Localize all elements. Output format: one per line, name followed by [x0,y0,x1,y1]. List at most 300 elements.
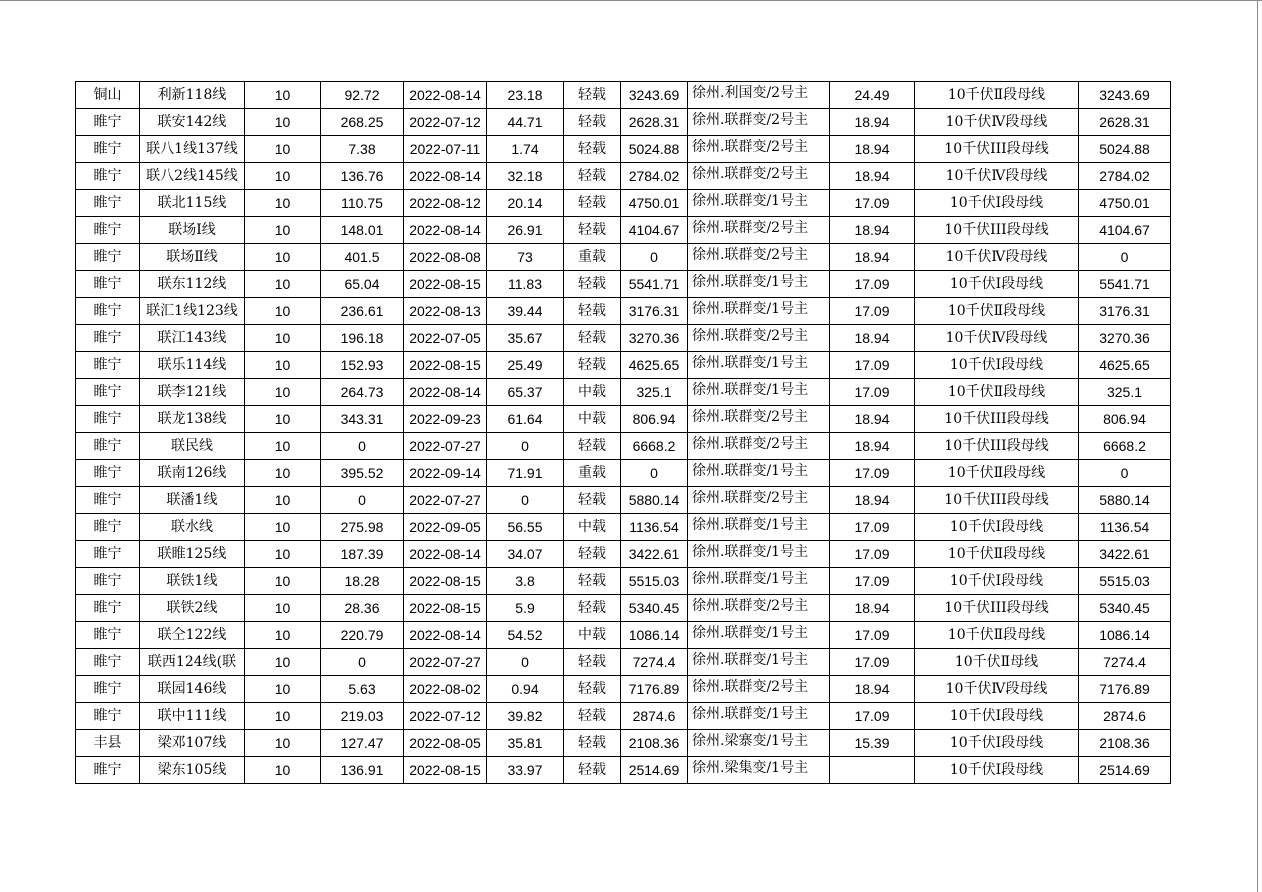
cell-capacity: 17.09 [830,541,915,568]
table-row [76,325,1171,352]
cell-voltage: 10 [245,541,321,568]
cell-margin-repeat: 2628.31 [1079,109,1171,136]
cell-margin: 4104.67 [621,217,688,244]
cell-county: 丰县 [76,730,140,757]
cell-county: 睢宁 [76,406,140,433]
cell-capacity: 17.09 [830,271,915,298]
cell-voltage: 10 [245,406,321,433]
cell-value: 395.52 [321,460,404,487]
cell-date: 2022-07-12 [404,109,487,136]
cell-line: 梁东105线 [140,757,245,784]
cell-busbar: 10千伏Ⅳ段母线 [915,163,1079,190]
cell-value: 0 [321,649,404,676]
cell-county: 睢宁 [76,460,140,487]
cell-margin-repeat: 6668.2 [1079,433,1171,460]
cell-busbar: 10千伏Ⅳ段母线 [915,325,1079,352]
cell-substation: 徐州.联群变/1号主 [688,541,830,568]
cell-capacity: 18.94 [830,217,915,244]
cell-county: 睢宁 [76,325,140,352]
cell-margin: 806.94 [621,406,688,433]
cell-rate: 23.18 [487,82,564,109]
cell-margin-repeat: 3176.31 [1079,298,1171,325]
cell-county: 睢宁 [76,298,140,325]
table-row [76,244,1171,271]
cell-margin: 7274.4 [621,649,688,676]
cell-load-status: 轻载 [564,595,621,622]
cell-rate: 44.71 [487,109,564,136]
cell-date: 2022-07-11 [404,136,487,163]
cell-value: 275.98 [321,514,404,541]
cell-load-status: 中载 [564,406,621,433]
cell-county: 睢宁 [76,757,140,784]
cell-substation: 徐州.联群变/1号主 [688,352,830,379]
cell-rate: 56.55 [487,514,564,541]
cell-busbar: 10千伏III段母线 [915,433,1079,460]
cell-voltage: 10 [245,622,321,649]
cell-load-status: 轻载 [564,730,621,757]
cell-load-status: 轻载 [564,352,621,379]
cell-busbar: 10千伏Ⅱ段母线 [915,379,1079,406]
table-row [76,757,1171,784]
page-top-edge [0,0,1262,1]
cell-busbar: 10千伏Ⅰ段母线 [915,730,1079,757]
cell-capacity: 18.94 [830,433,915,460]
cell-busbar: 10千伏Ⅱ段母线 [915,622,1079,649]
cell-busbar: 10千伏Ⅳ段母线 [915,244,1079,271]
cell-date: 2022-08-14 [404,379,487,406]
cell-margin: 5024.88 [621,136,688,163]
table-row [76,487,1171,514]
cell-value: 65.04 [321,271,404,298]
cell-substation: 徐州.联群变/2号主 [688,487,830,514]
cell-substation: 徐州.联群变/1号主 [688,568,830,595]
table-row [76,730,1171,757]
cell-margin-repeat: 1136.54 [1079,514,1171,541]
cell-date: 2022-07-27 [404,487,487,514]
cell-margin: 5515.03 [621,568,688,595]
cell-value: 7.38 [321,136,404,163]
cell-line: 联江143线 [140,325,245,352]
cell-margin-repeat: 3270.36 [1079,325,1171,352]
cell-busbar: 10千伏Ⅱ段母线 [915,541,1079,568]
cell-date: 2022-09-05 [404,514,487,541]
cell-value: 187.39 [321,541,404,568]
cell-margin: 3422.61 [621,541,688,568]
cell-county: 睢宁 [76,109,140,136]
cell-voltage: 10 [245,352,321,379]
cell-rate: 71.91 [487,460,564,487]
table-row [76,217,1171,244]
cell-value: 5.63 [321,676,404,703]
cell-substation: 徐州.联群变/2号主 [688,406,830,433]
table-row [76,379,1171,406]
cell-load-status: 轻载 [564,82,621,109]
cell-margin: 3176.31 [621,298,688,325]
cell-margin: 3243.69 [621,82,688,109]
cell-margin: 2108.36 [621,730,688,757]
cell-county: 铜山 [76,82,140,109]
cell-busbar: 10千伏Ⅱ段母线 [915,460,1079,487]
cell-substation: 徐州.联群变/1号主 [688,460,830,487]
cell-margin: 325.1 [621,379,688,406]
cell-margin-repeat: 2108.36 [1079,730,1171,757]
table-row [76,82,1171,109]
cell-margin: 2628.31 [621,109,688,136]
cell-capacity: 15.39 [830,730,915,757]
cell-date: 2022-08-15 [404,595,487,622]
cell-voltage: 10 [245,136,321,163]
cell-line: 联北115线 [140,190,245,217]
cell-value: 236.61 [321,298,404,325]
cell-load-status: 轻载 [564,325,621,352]
cell-margin: 2514.69 [621,757,688,784]
cell-county: 睢宁 [76,541,140,568]
cell-voltage: 10 [245,568,321,595]
cell-margin-repeat: 1086.14 [1079,622,1171,649]
cell-substation: 徐州.联群变/1号主 [688,514,830,541]
cell-capacity: 17.09 [830,703,915,730]
table-row [76,298,1171,325]
cell-busbar: 10千伏Ⅱ段母线 [915,298,1079,325]
cell-date: 2022-08-14 [404,622,487,649]
cell-load-status: 轻载 [564,757,621,784]
cell-value: 264.73 [321,379,404,406]
cell-value: 92.72 [321,82,404,109]
cell-margin: 4750.01 [621,190,688,217]
cell-margin: 4625.65 [621,352,688,379]
cell-margin: 1086.14 [621,622,688,649]
cell-county: 睢宁 [76,190,140,217]
cell-load-status: 轻载 [564,109,621,136]
cell-capacity: 17.09 [830,514,915,541]
cell-date: 2022-09-14 [404,460,487,487]
table-row [76,649,1171,676]
table-row [76,163,1171,190]
cell-capacity: 17.09 [830,649,915,676]
cell-busbar: 10千伏III段母线 [915,406,1079,433]
cell-line: 联汇1线123线 [140,298,245,325]
cell-margin-repeat: 5340.45 [1079,595,1171,622]
cell-margin-repeat: 806.94 [1079,406,1171,433]
cell-margin-repeat: 2784.02 [1079,163,1171,190]
cell-capacity: 17.09 [830,622,915,649]
cell-value: 196.18 [321,325,404,352]
cell-margin-repeat: 325.1 [1079,379,1171,406]
cell-margin: 0 [621,460,688,487]
cell-load-status: 中载 [564,379,621,406]
cell-busbar: 10千伏Ⅰ段母线 [915,568,1079,595]
cell-busbar: 10千伏Ⅱ段母线 [915,82,1079,109]
cell-date: 2022-08-13 [404,298,487,325]
cell-busbar: 10千伏III段母线 [915,217,1079,244]
cell-capacity: 18.94 [830,136,915,163]
cell-date: 2022-08-05 [404,730,487,757]
cell-voltage: 10 [245,460,321,487]
cell-line: 联仝122线 [140,622,245,649]
cell-load-status: 轻载 [564,433,621,460]
cell-date: 2022-08-12 [404,190,487,217]
cell-load-status: 轻载 [564,568,621,595]
cell-margin: 5340.45 [621,595,688,622]
cell-margin-repeat: 0 [1079,460,1171,487]
table-body [76,82,1171,784]
cell-margin: 3270.36 [621,325,688,352]
cell-substation: 徐州.联群变/2号主 [688,595,830,622]
cell-capacity: 18.94 [830,487,915,514]
cell-voltage: 10 [245,217,321,244]
cell-rate: 0 [487,433,564,460]
cell-voltage: 10 [245,244,321,271]
page-right-edge [1257,0,1258,892]
cell-rate: 0 [487,649,564,676]
cell-date: 2022-07-27 [404,649,487,676]
table-row [76,568,1171,595]
cell-load-status: 轻载 [564,271,621,298]
cell-rate: 26.91 [487,217,564,244]
cell-margin: 5880.14 [621,487,688,514]
cell-margin-repeat: 0 [1079,244,1171,271]
cell-load-status: 轻载 [564,487,621,514]
cell-line: 联铁1线 [140,568,245,595]
cell-rate: 0.94 [487,676,564,703]
cell-value: 220.79 [321,622,404,649]
cell-margin-repeat: 3243.69 [1079,82,1171,109]
cell-date: 2022-08-14 [404,163,487,190]
table-row [76,190,1171,217]
table-row [76,541,1171,568]
cell-line: 联水线 [140,514,245,541]
cell-date: 2022-08-14 [404,217,487,244]
cell-substation: 徐州.联群变/1号主 [688,379,830,406]
cell-date: 2022-08-15 [404,568,487,595]
cell-substation: 徐州.联群变/2号主 [688,109,830,136]
cell-rate: 20.14 [487,190,564,217]
cell-county: 睢宁 [76,649,140,676]
cell-busbar: 10千伏Ⅳ段母线 [915,109,1079,136]
cell-date: 2022-08-15 [404,271,487,298]
cell-load-status: 轻载 [564,676,621,703]
cell-rate: 35.67 [487,325,564,352]
cell-margin-repeat: 4104.67 [1079,217,1171,244]
cell-substation: 徐州.联群变/2号主 [688,136,830,163]
cell-line: 联园146线 [140,676,245,703]
cell-substation: 徐州.联群变/1号主 [688,703,830,730]
cell-line: 联安142线 [140,109,245,136]
cell-load-status: 轻载 [564,163,621,190]
cell-voltage: 10 [245,190,321,217]
cell-substation: 徐州.联群变/2号主 [688,217,830,244]
cell-voltage: 10 [245,649,321,676]
cell-county: 睢宁 [76,568,140,595]
cell-value: 127.47 [321,730,404,757]
cell-date: 2022-08-08 [404,244,487,271]
cell-load-status: 轻载 [564,541,621,568]
table-row [76,622,1171,649]
cell-margin-repeat: 2514.69 [1079,757,1171,784]
cell-margin: 5541.71 [621,271,688,298]
cell-capacity: 18.94 [830,676,915,703]
table-row [76,676,1171,703]
cell-substation: 徐州.联群变/2号主 [688,676,830,703]
cell-voltage: 10 [245,109,321,136]
cell-busbar: 10千伏Ⅰ段母线 [915,190,1079,217]
cell-margin-repeat: 5880.14 [1079,487,1171,514]
cell-substation: 徐州.联群变/1号主 [688,190,830,217]
cell-capacity: 18.94 [830,406,915,433]
cell-value: 136.91 [321,757,404,784]
cell-value: 148.01 [321,217,404,244]
cell-busbar: 10千伏Ⅳ段母线 [915,676,1079,703]
cell-county: 睢宁 [76,514,140,541]
cell-margin: 0 [621,244,688,271]
cell-voltage: 10 [245,82,321,109]
cell-line: 联潘1线 [140,487,245,514]
cell-margin: 2874.6 [621,703,688,730]
cell-date: 2022-07-27 [404,433,487,460]
line-load-table [75,81,1171,784]
cell-load-status: 轻载 [564,649,621,676]
cell-busbar: 10千伏Ⅰ段母线 [915,271,1079,298]
cell-date: 2022-08-02 [404,676,487,703]
cell-rate: 39.44 [487,298,564,325]
cell-margin: 2784.02 [621,163,688,190]
cell-date: 2022-08-15 [404,352,487,379]
cell-margin-repeat: 5541.71 [1079,271,1171,298]
cell-county: 睢宁 [76,622,140,649]
cell-busbar: 10千伏Ⅰ段母线 [915,352,1079,379]
cell-margin: 1136.54 [621,514,688,541]
cell-margin-repeat: 3422.61 [1079,541,1171,568]
cell-margin-repeat: 2874.6 [1079,703,1171,730]
cell-voltage: 10 [245,325,321,352]
cell-margin-repeat: 4625.65 [1079,352,1171,379]
cell-load-status: 轻载 [564,217,621,244]
cell-capacity: 17.09 [830,190,915,217]
cell-value: 401.5 [321,244,404,271]
cell-voltage: 10 [245,163,321,190]
cell-date: 2022-07-12 [404,703,487,730]
cell-capacity: 18.94 [830,244,915,271]
cell-value: 110.75 [321,190,404,217]
cell-line: 联睢125线 [140,541,245,568]
cell-margin-repeat: 7176.89 [1079,676,1171,703]
cell-rate: 25.49 [487,352,564,379]
cell-county: 睢宁 [76,379,140,406]
cell-rate: 34.07 [487,541,564,568]
cell-substation: 徐州.联群变/2号主 [688,433,830,460]
cell-load-status: 轻载 [564,190,621,217]
cell-line: 联乐114线 [140,352,245,379]
cell-busbar: 10千伏Ⅰ段母线 [915,757,1079,784]
cell-busbar: 10千伏Ⅱ母线 [915,649,1079,676]
cell-county: 睢宁 [76,271,140,298]
cell-busbar: 10千伏III段母线 [915,487,1079,514]
cell-line: 联龙138线 [140,406,245,433]
cell-rate: 61.64 [487,406,564,433]
cell-line: 联李121线 [140,379,245,406]
cell-substation: 徐州.联群变/1号主 [688,298,830,325]
cell-county: 睢宁 [76,163,140,190]
cell-rate: 32.18 [487,163,564,190]
cell-margin: 6668.2 [621,433,688,460]
cell-county: 睢宁 [76,244,140,271]
cell-date: 2022-07-05 [404,325,487,352]
cell-capacity: 18.94 [830,595,915,622]
cell-date: 2022-09-23 [404,406,487,433]
cell-value: 0 [321,487,404,514]
cell-voltage: 10 [245,298,321,325]
cell-voltage: 10 [245,676,321,703]
cell-capacity: 18.94 [830,163,915,190]
cell-county: 睢宁 [76,595,140,622]
cell-substation: 徐州.联群变/1号主 [688,649,830,676]
cell-voltage: 10 [245,487,321,514]
cell-rate: 5.9 [487,595,564,622]
cell-value: 343.31 [321,406,404,433]
cell-line: 梁邓107线 [140,730,245,757]
cell-value: 152.93 [321,352,404,379]
cell-county: 睢宁 [76,487,140,514]
cell-substation: 徐州.联群变/2号主 [688,244,830,271]
table-row [76,703,1171,730]
cell-value: 18.28 [321,568,404,595]
cell-line: 利新118线 [140,82,245,109]
cell-busbar: 10千伏Ⅰ段母线 [915,514,1079,541]
table-row [76,271,1171,298]
cell-substation: 徐州.利国变/2号主 [688,82,830,109]
cell-date: 2022-08-15 [404,757,487,784]
cell-line: 联场Ⅰ线 [140,217,245,244]
cell-margin-repeat: 5024.88 [1079,136,1171,163]
cell-rate: 33.97 [487,757,564,784]
cell-rate: 39.82 [487,703,564,730]
cell-load-status: 轻载 [564,703,621,730]
cell-line: 联南126线 [140,460,245,487]
cell-rate: 3.8 [487,568,564,595]
cell-voltage: 10 [245,703,321,730]
cell-substation: 徐州.联群变/1号主 [688,622,830,649]
cell-rate: 54.52 [487,622,564,649]
cell-rate: 11.83 [487,271,564,298]
cell-capacity: 17.09 [830,352,915,379]
cell-county: 睢宁 [76,136,140,163]
cell-substation: 徐州.联群变/1号主 [688,271,830,298]
cell-line: 联铁2线 [140,595,245,622]
cell-line: 联中111线 [140,703,245,730]
cell-load-status: 轻载 [564,136,621,163]
cell-voltage: 10 [245,757,321,784]
table-row [76,595,1171,622]
cell-voltage: 10 [245,379,321,406]
cell-busbar: 10千伏III段母线 [915,136,1079,163]
cell-capacity: 17.09 [830,460,915,487]
cell-county: 睢宁 [76,703,140,730]
cell-value: 0 [321,433,404,460]
table-row [76,109,1171,136]
cell-line: 联东112线 [140,271,245,298]
cell-rate: 35.81 [487,730,564,757]
cell-line: 联场Ⅱ线 [140,244,245,271]
cell-substation: 徐州.梁寨变/1号主 [688,730,830,757]
cell-voltage: 10 [245,730,321,757]
cell-load-status: 轻载 [564,298,621,325]
cell-line: 联民线 [140,433,245,460]
table-row [76,136,1171,163]
cell-voltage: 10 [245,595,321,622]
table-row [76,460,1171,487]
cell-date: 2022-08-14 [404,82,487,109]
cell-value: 28.36 [321,595,404,622]
